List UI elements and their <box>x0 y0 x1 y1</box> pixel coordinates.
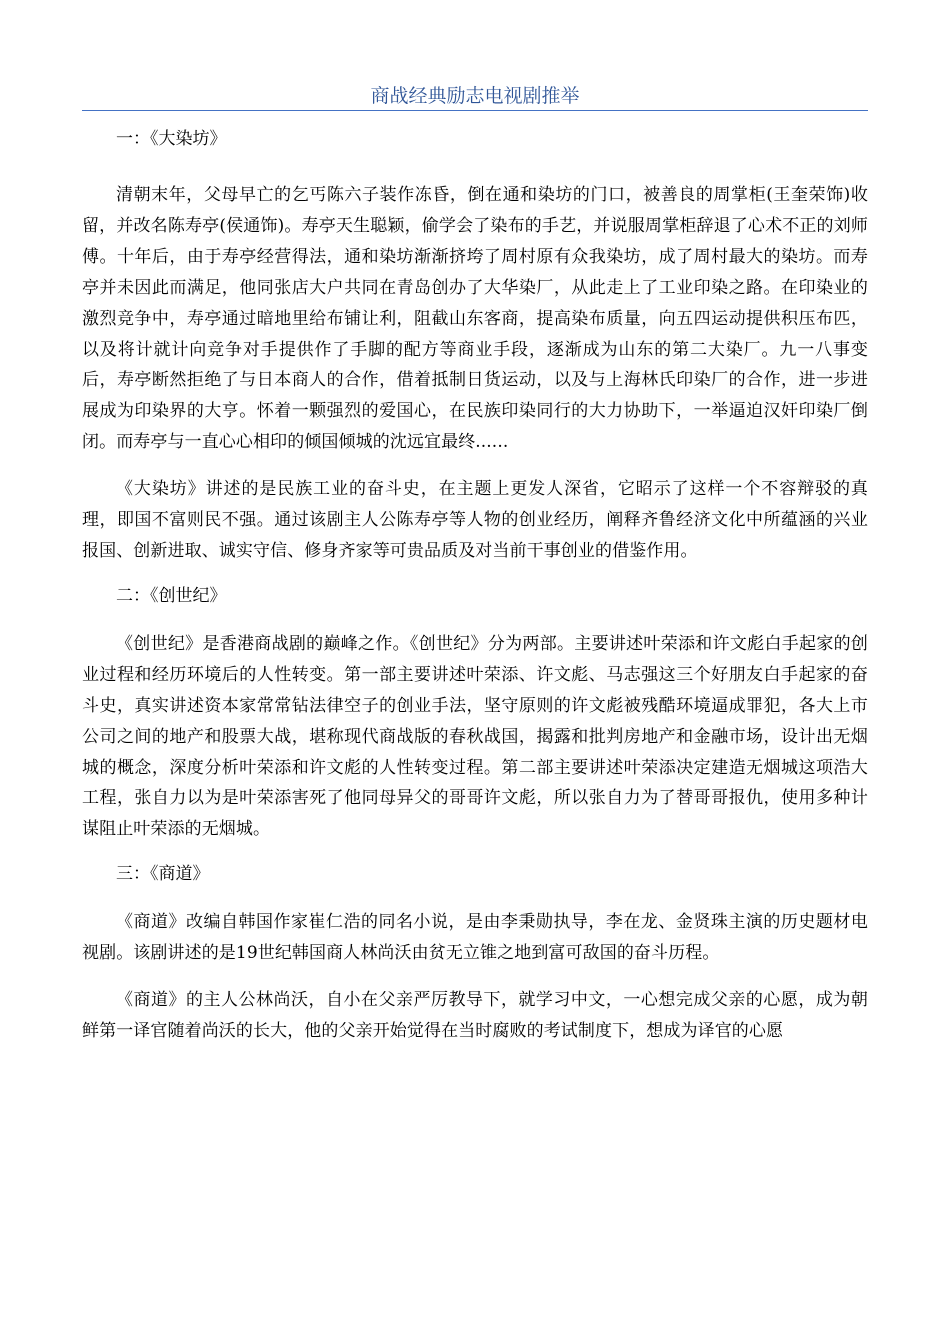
title-underline <box>82 110 868 111</box>
paragraph: 《商道》的主人公林尚沃，自小在父亲严厉教导下，就学习中文，一心想完成父亲的心愿，成为朝鲜第一译官随着尚沃的长大，他的父亲开始觉得在当时腐败的考试制度下，想成为译官的心愿 <box>82 990 868 1041</box>
paragraph: 《商道》改编自韩国作家崔仁浩的同名小说，是由李秉勋执导，李在龙、金贤珠主演的历史题材电视剧。该剧讲述的是19世纪韩国商人林尚沃由贫无立锥之地到富可敌国的奋斗历程。 <box>82 912 868 964</box>
section-genesis <box>82 583 868 845</box>
document-title: 商战经典励志电视剧推举 <box>370 85 580 107</box>
section-heading: 二：《创世纪》 <box>116 585 227 606</box>
section-heading: 一：《大染坊》 <box>116 129 227 149</box>
document-body <box>82 126 868 1063</box>
paragraph: 《大染坊》讲述的是民族工业的奋斗史，在主题上更发人深省，它昭示了这样一个不容辩驳的真理，即国不富则民不强。通过该剧主人公陈寿亭等人物的创业经历，阐释齐鲁经济文化中所蕴涵的兴业报国、创新进取、诚实守信、修身齐家等可贵品质及对当前干事创业的借鉴作用。 <box>82 479 868 561</box>
section-dye-house <box>82 126 868 567</box>
section-merchant <box>82 861 868 1047</box>
paragraph: 清朝末年，父母早亡的乞丐陈六子装作冻昏，倒在通和染坊的门口，被善良的周掌柜(王奎荣饰)收留，并改名陈寿亭(侯通饰)。寿亭天生聪颖，偷学会了染布的手艺，并说服周掌柜辞退了心术不正的刘师傅。十年后，由于寿亭经营得法，通和染坊渐渐挤垮了周村原有众我染坊，成了周村最大的染坊。而寿亭并未因此而满足，他同张店大户共同在青岛创办了大华染厂，从此走上了工业印染之路。在印染业的激烈竞争中，寿亭通过暗地里给布铺让利，阻截山东客商，提高染布质量，向五四运动提供积压布匹，以及将计就计向竞争对手提供作了手脚的配方等商业手段，逐渐成为山东的第二大染厂。九一八事变后，寿亭断然拒绝了与日本商人的合作，借着抵制日货运动，以及与上海林氏印染厂的合作，进一步进展成为印染界的大亨。怀着一颗强烈的爱国心，在民族印染同行的大力协助下，一举逼迫汉奸印染厂倒闭。而寿亭与一直心心相印的倾国倾城的沈远宜最终...... <box>82 185 868 453</box>
section-heading: 三：《商道》 <box>116 864 210 885</box>
paragraph: 《创世纪》是香港商战剧的巅峰之作。《创世纪》分为两部。主要讲述叶荣添和许文彪白手起家的创业过程和经历环境后的人性转变。第一部主要讲述叶荣添、许文彪、马志强这三个好朋友白手起家的奋斗史，真实讲述资本家常常钻法律空子的创业手法，坚守原则的许文彪被残酷环境逼成罪犯，各大上市公司之间的地产和股票大战，堪称现代商战版的春秋战国，揭露和批判房地产和金融市场，设计出无烟城的概念，深度分析叶荣添和许文彪的人性转变过程。第二部主要讲述叶荣添决定建造无烟城这项浩大工程，张自力以为是叶荣添害死了他同母异父的哥哥许文彪，所以张自力为了替哥哥报仇，使用多种计谋阻止叶荣添的无烟城。 <box>82 633 868 840</box>
